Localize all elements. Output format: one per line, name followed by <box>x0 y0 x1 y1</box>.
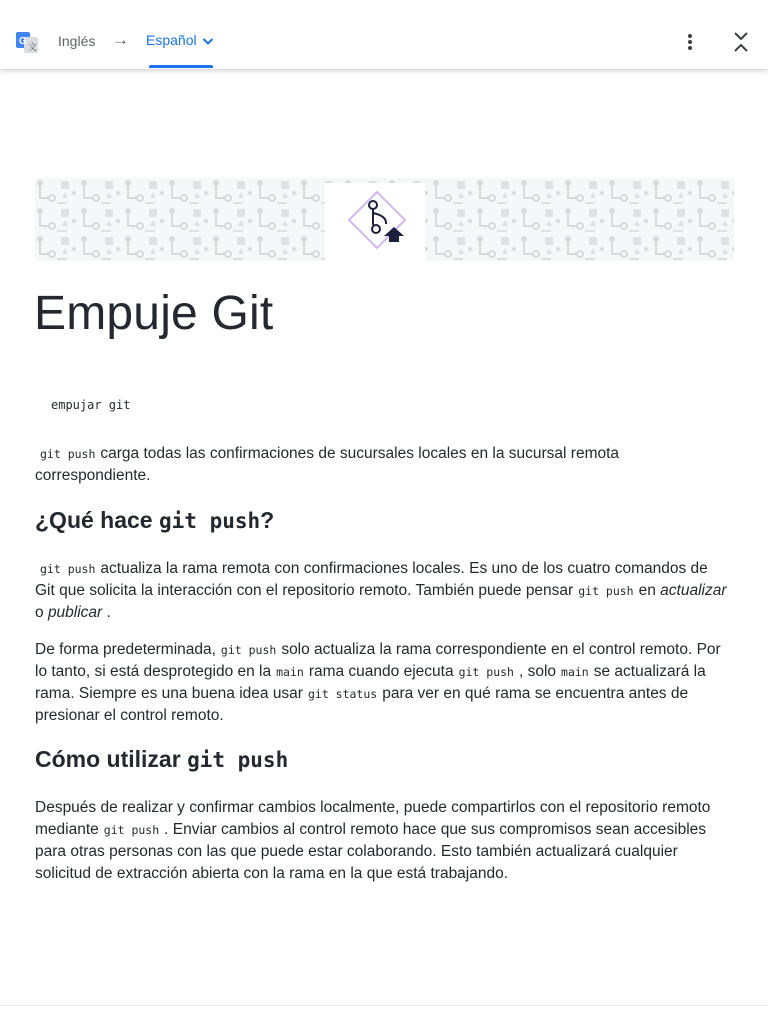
google-translate-logo-icon[interactable] <box>15 30 39 54</box>
chevron-down-icon[interactable] <box>200 33 216 49</box>
inline-code: git push <box>40 447 96 461</box>
inline-code: git push <box>40 562 96 576</box>
inline-code: git push <box>103 823 160 837</box>
translate-bar <box>0 0 768 70</box>
intro-paragraph: git push carga todas las confirmaciones de sucursales locales en la sucursal remota correspondiente. <box>35 445 620 484</box>
target-language-indicator <box>149 65 213 68</box>
collapse-icon[interactable] <box>729 30 753 54</box>
inline-code: main <box>561 665 589 679</box>
divider <box>0 1005 768 1006</box>
paragraph-how: Después de realizar y confirmar cambios localmente, puede compartirlos con el repositorio remoto mediante git push . Enviar cambios al control remoto hace que sus compromisos sean accesibles para otras personas con las que puede estar colaborando. Esto también actualizará cualquier solicitud de extracción abierta con la rama en la que está trabajando. <box>35 799 711 882</box>
source-language[interactable]: Inglés <box>58 33 96 49</box>
inline-code: git status <box>307 687 378 701</box>
section-heading-how: Cómo utilizar git push <box>35 746 289 772</box>
paragraph-what: git push actualiza la rama remota con confirmaciones locales. Es uno de los cuatro comandos de Git que solicita la interacción con el repositorio remoto. También puede pensar git push en actualizar o publicar . <box>35 560 727 621</box>
inline-code: main <box>276 665 304 679</box>
inline-code: git push <box>458 665 514 679</box>
command-caption: empujar git <box>51 398 131 412</box>
inline-code: git push <box>220 643 277 657</box>
inline-code: git push <box>578 584 634 598</box>
svg-text:G: G <box>19 36 27 47</box>
page-title: Empuje Git <box>34 287 274 340</box>
section-heading-what: ¿Qué hace git push? <box>35 507 275 533</box>
arrow-right-icon: → <box>112 30 129 49</box>
svg-text:文: 文 <box>28 43 38 53</box>
more-vert-icon[interactable] <box>678 30 702 54</box>
paragraph-default: De forma predeterminada, git push solo actualiza la rama correspondiente en el control remoto. Por lo tanto, si está desprotegido en la main rama cuando ejecuta git push , solo main se actualizará la rama. Siempre es una buena idea usar git status para ver en qué rama se encuentra antes de presionar el control remoto. <box>35 641 721 724</box>
target-language[interactable]: Español <box>146 32 197 48</box>
article-banner <box>35 178 734 261</box>
